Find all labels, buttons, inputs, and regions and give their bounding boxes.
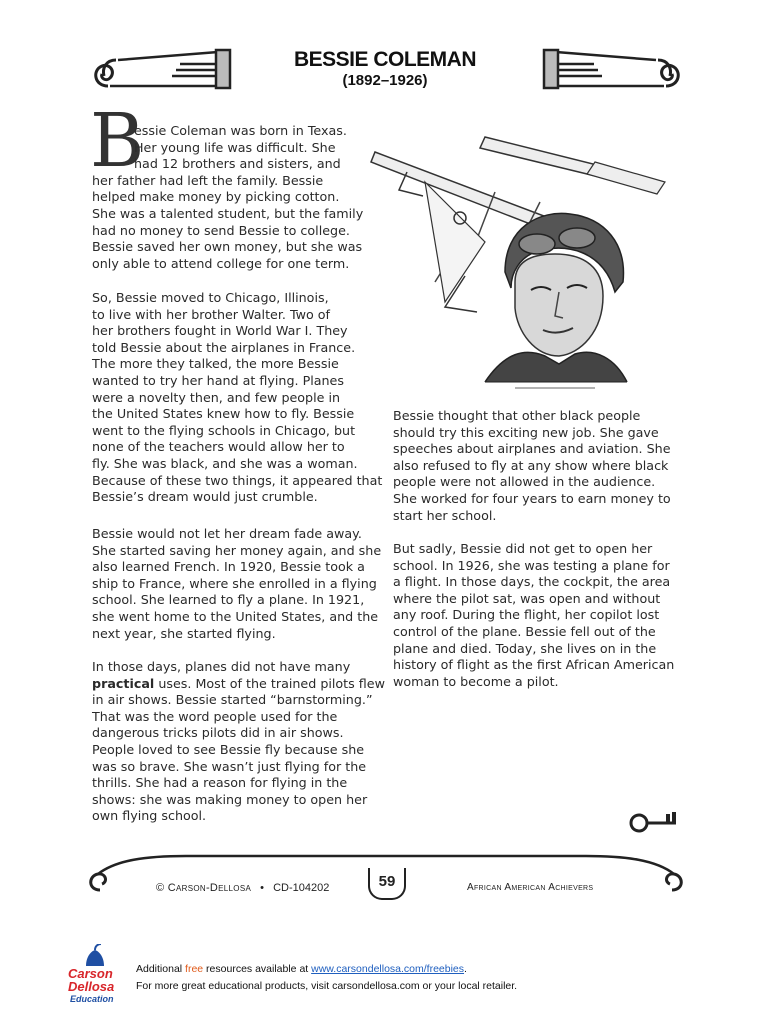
logo-word-dellosa: Dellosa xyxy=(68,979,115,994)
text-line: Bessie thought that other black people xyxy=(393,408,641,423)
text-line: her brothers fought in World War I. They xyxy=(92,323,348,339)
text-line: fly. She was black, and she was a woman. xyxy=(92,455,358,471)
paragraph-1 xyxy=(92,123,363,272)
bessie-coleman-illustration xyxy=(365,132,685,402)
text-line: Bessie would not let her dream fade away. xyxy=(92,526,362,541)
page-title: BESSIE COLEMAN xyxy=(293,48,477,71)
text-line: a flight. In those days, the cockpit, the area xyxy=(393,574,671,590)
text-line: That was the word people used for the xyxy=(92,708,338,724)
text-line: her father had left the family. Bessie xyxy=(92,172,324,188)
text-line: was so brave. She wasn’t just flying for the xyxy=(92,758,367,774)
text-line: ship to France, where she enrolled in a flying xyxy=(92,575,377,591)
text-line: dangerous tricks pilots did in air shows. xyxy=(92,725,344,741)
text-line: none of the teachers would allow her to xyxy=(92,439,345,455)
text-line: She worked for four years to earn money to xyxy=(393,490,671,506)
promo-end: . xyxy=(464,963,467,975)
text-line: thrills. She had a reason for flying in the xyxy=(92,775,348,791)
text-fragment: uses. Most of the trained pilots flew xyxy=(154,675,385,691)
text-line: start her school. xyxy=(393,507,497,523)
drop-cap-letter: B xyxy=(90,98,145,184)
text-line: any roof. During the flight, her copilot lost xyxy=(393,607,660,623)
right-paragraph-2 xyxy=(393,541,674,690)
key-icon xyxy=(628,808,680,838)
text-line: next year, she started flying. xyxy=(92,625,276,641)
text-line: also refused to fly at any show where black xyxy=(393,457,669,473)
promo-line-1 xyxy=(136,963,467,975)
logo-word-education: Education xyxy=(70,994,114,1004)
text-line: So, Bessie moved to Chicago, Illinois, xyxy=(92,290,329,305)
text-line: should try this exciting new job. She gave xyxy=(393,424,659,440)
text-line: went to the flying schools in Chicago, but xyxy=(92,422,356,438)
text-line: essie Coleman was born in Texas. xyxy=(134,123,347,138)
text-line: She was a talented student, but the family xyxy=(92,205,364,221)
product-code: CD-104202 xyxy=(273,882,330,894)
text-line: in air shows. Bessie started “barnstorming.” xyxy=(92,692,373,708)
text-line: school. In 1926, she was testing a plane for xyxy=(393,557,670,573)
paragraph-3 xyxy=(92,526,381,642)
text-line: plane and died. Today, she lives on in the xyxy=(393,640,657,656)
text-line: school. She learned to fly a plane. In 1921, xyxy=(92,592,365,608)
text-line: told Bessie about the airplanes in France. xyxy=(92,339,356,355)
text-line: also learned French. In 1920, Bessie took a xyxy=(92,559,365,575)
text-line xyxy=(92,676,385,693)
text-line: The more they talked, the more Bessie xyxy=(92,356,339,372)
right-paragraph-1 xyxy=(393,408,671,524)
text-line: she went home to the United States, and the xyxy=(92,608,379,624)
text-line: Because of these two things, it appeared that xyxy=(92,472,383,488)
text-line: history of flight as the first African American xyxy=(393,657,675,673)
text-line: Bessie’s dream would just crumble. xyxy=(92,489,318,505)
apple-logo-icon xyxy=(66,944,124,968)
carson-dellosa-logo xyxy=(66,944,124,1014)
paragraph-2 xyxy=(92,290,382,506)
promo-free: free xyxy=(185,963,204,975)
page-subtitle-years: (1892–1926) xyxy=(342,72,428,89)
text-line: the United States knew how to fly. Bessie xyxy=(92,406,355,422)
text-line: helped make money by picking cotton. xyxy=(92,189,340,205)
page-number: 59 xyxy=(368,868,406,900)
footer-copyright xyxy=(156,882,329,894)
promo-mid: resources available at xyxy=(203,963,312,975)
text-line: where the pilot sat, was open and without xyxy=(393,590,661,606)
promo-line-2: For more great educational products, visit carsondellosa.com or your local retailer. xyxy=(136,980,518,992)
footer-book-title: African American Achievers xyxy=(467,882,594,893)
promo-prefix: Additional xyxy=(136,963,186,975)
text-line: had no money to send Bessie to college. xyxy=(92,222,350,238)
text-line: wanted to try her hand at flying. Planes xyxy=(92,372,344,388)
text-line: Bessie saved her own money, but she was xyxy=(92,239,363,255)
text-line: only able to attend college for one term. xyxy=(92,255,350,271)
logo-word-carson: Carson xyxy=(68,966,113,981)
vocab-word-practical: practical xyxy=(92,675,155,691)
text-line: own flying school. xyxy=(92,808,207,824)
copyright-text: © Carson-Dellosa xyxy=(156,882,252,894)
paragraph-4 xyxy=(92,659,385,825)
text-line: But sadly, Bessie did not get to open her xyxy=(393,541,653,556)
text-line: control of the plane. Bessie fell out of the xyxy=(393,623,656,639)
text-line: In those days, planes did not have many xyxy=(92,659,351,674)
text-line: shows: she was making money to open her xyxy=(92,791,368,807)
text-line: Her young life was difficult. She xyxy=(134,139,336,155)
freebies-link[interactable]: www.carsondellosa.com/freebies xyxy=(311,963,465,975)
footer-bullet: • xyxy=(260,882,265,894)
text-line: to live with her brother Walter. Two of xyxy=(92,306,331,322)
text-line: people were not allowed in the audience. xyxy=(393,474,656,490)
text-line: had 12 brothers and sisters, and xyxy=(134,156,341,172)
text-line: She started saving her money again, and she xyxy=(92,542,382,558)
text-line: woman to become a pilot. xyxy=(393,673,559,689)
text-line: were a novelty then, and few people in xyxy=(92,389,341,405)
text-line: speeches about airplanes and aviation. She xyxy=(393,441,671,457)
text-line: People loved to see Bessie fly because she xyxy=(92,741,365,757)
